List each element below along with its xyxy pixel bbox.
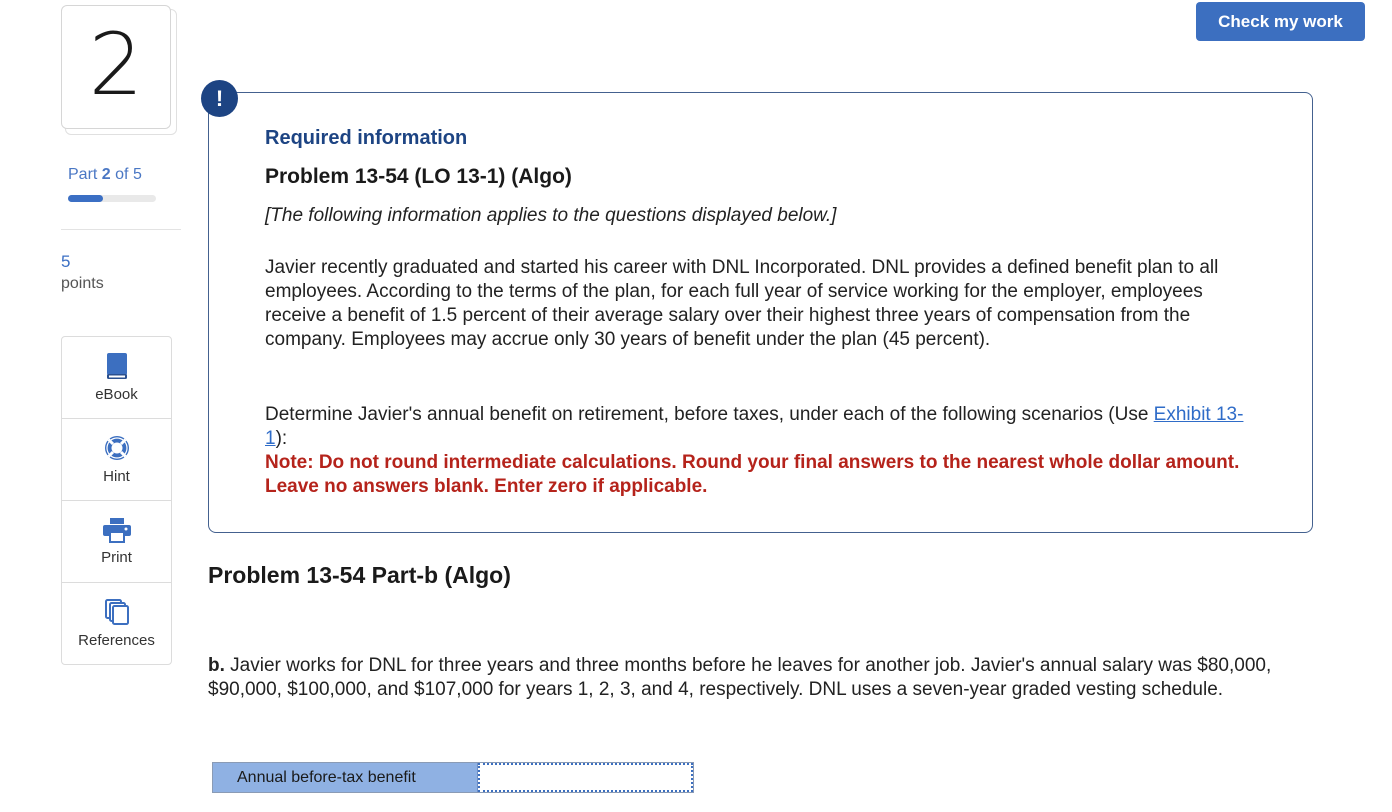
exhibit-link[interactable]: Exhibit 13-1	[265, 404, 1244, 449]
part-progress-fill	[68, 195, 103, 202]
answer-label: Annual before-tax benefit	[213, 763, 478, 792]
part-progress-bar	[68, 195, 156, 202]
printer-icon	[102, 517, 132, 543]
check-my-work-button[interactable]: Check my work	[1196, 2, 1365, 41]
problem-title: Problem 13-54 (LO 13-1) (Algo)	[265, 165, 572, 188]
hint-button[interactable]	[62, 419, 171, 501]
part-current: 2	[101, 166, 111, 183]
print-button[interactable]	[62, 501, 171, 583]
part-b-label: b.	[208, 655, 225, 676]
references-button[interactable]	[62, 583, 171, 664]
part-indicator	[68, 166, 142, 184]
part-b-text: Javier works for DNL for three years and three months before he leaves for another job. Javier's annual salary was $80,000, $90,000, $100,000, and $107,000 for years 1, 2, 3, and 4, respectively. DNL uses a seven-year graded vesting schedule.	[208, 655, 1272, 700]
question-number-box	[61, 5, 171, 129]
question-number: 2	[88, 15, 144, 115]
part-prefix: Part	[68, 166, 98, 183]
instructions-paragraph	[265, 403, 1265, 451]
question-number-card	[61, 5, 177, 136]
points-value: 5	[61, 252, 71, 271]
answer-row	[212, 762, 694, 793]
applies-note: [The following information applies to the questions displayed below.]	[265, 205, 837, 226]
print-label: Print	[101, 549, 132, 566]
references-label: References	[78, 632, 155, 649]
rounding-note: Note: Do not round intermediate calculations. Round your final answers to the nearest whole dollar amount. Leave no answers blank. Enter zero if applicable.	[265, 452, 1240, 497]
lifebuoy-icon	[103, 434, 131, 462]
ebook-label: eBook	[95, 386, 138, 403]
hint-label: Hint	[103, 468, 130, 485]
instructions-prefix: Determine Javier's annual benefit on retirement, before taxes, under each of the following scenarios (Use	[265, 404, 1154, 425]
required-information-heading: Required information	[265, 127, 468, 149]
copy-icon	[104, 598, 130, 626]
annual-benefit-input[interactable]	[478, 763, 693, 792]
part-b-question	[208, 654, 1323, 702]
points-label: points	[61, 275, 104, 292]
book-icon	[104, 352, 130, 380]
scenario-paragraph: Javier recently graduated and started his career with DNL Incorporated. DNL provides a defined benefit plan to all employees. According to the terms of the plan, for each full year of service working for the employer, employees receive a benefit of 1.5 percent of their average salary over their highest three years of compensation from the company. Employees may accrue only 30 years of benefit under the plan (45 percent).	[265, 257, 1219, 350]
part-total: of 5	[115, 166, 142, 183]
tools-panel	[61, 336, 172, 665]
sidebar-divider	[61, 229, 181, 230]
part-b-heading: Problem 13-54 Part-b (Algo)	[208, 562, 511, 588]
ebook-button[interactable]	[62, 337, 171, 419]
instructions-suffix: ):	[275, 428, 288, 449]
alert-icon: !	[201, 80, 238, 117]
